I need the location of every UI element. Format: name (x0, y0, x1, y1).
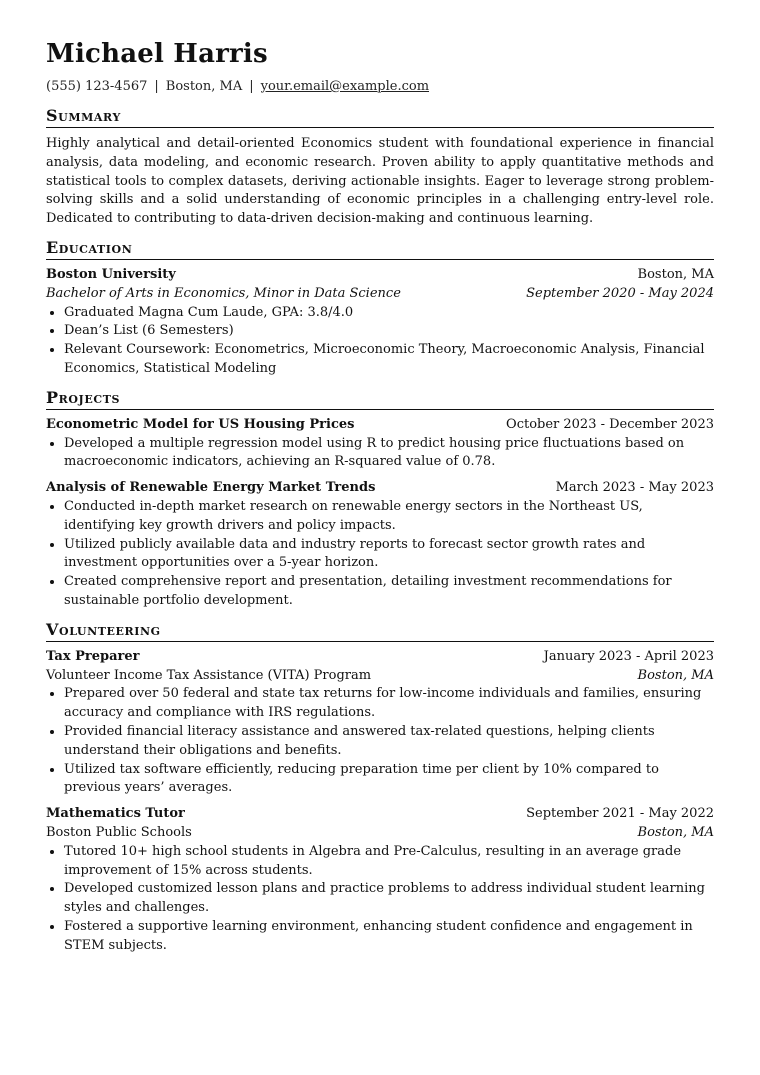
bullet-list (46, 843, 714, 956)
bullet-list (46, 685, 714, 798)
list-item: • Developed customized lesson plans and practice problems to address individual student learning styles and challenges. (64, 880, 714, 918)
bullet-list (46, 435, 714, 473)
separator: | (154, 79, 159, 94)
project-entry (46, 479, 714, 611)
section-title: Education (46, 239, 714, 260)
entry-subheader (46, 667, 714, 686)
list-item: • Dean’s List (6 Semesters) (64, 322, 714, 341)
education-entry (46, 266, 714, 379)
volunteering-section (46, 621, 714, 956)
contact-line (46, 78, 714, 96)
entry-subheader (46, 285, 714, 304)
list-item: • Utilized publicly available data and industry reports to forecast sector growth rates and investment opportunities over a 5-year horizon. (64, 536, 714, 574)
list-item: • Created comprehensive report and presentation, detailing investment recommendations for sustainable portfolio development. (64, 573, 714, 611)
separator: | (249, 79, 254, 94)
dates: October 2023 - December 2023 (506, 416, 714, 432)
entry-header (46, 479, 714, 498)
degree: Bachelor of Arts in Economics, Minor in Data Science (46, 285, 401, 301)
project-entry (46, 416, 714, 472)
role: Mathematics Tutor (46, 806, 185, 822)
candidate-name: Michael Harris (46, 39, 268, 69)
entry-header (46, 648, 714, 667)
dates: September 2020 - May 2024 (526, 285, 714, 301)
resume (46, 38, 714, 955)
school-name: Boston University (46, 266, 176, 282)
section-title: Summary (46, 107, 714, 128)
organization: Boston Public Schools (46, 824, 192, 840)
list-item: • Prepared over 50 federal and state tax returns for low-income individuals and families, ensuring accuracy and compliance with IRS regulations. (64, 685, 714, 723)
school-location: Boston, MA (637, 266, 714, 282)
list-item: • Relevant Coursework: Econometrics, Microeconomic Theory, Macroeconomic Analysis, Financial Economics, Statistical Modeling (64, 341, 714, 379)
organization: Volunteer Income Tax Assistance (VITA) Program (46, 667, 372, 683)
projects-section (46, 389, 714, 611)
role: Tax Preparer (46, 648, 140, 664)
list-item: • Graduated Magna Cum Laude, GPA: 3.8/4.0 (64, 304, 714, 323)
entry-header (46, 416, 714, 435)
list-item: • Provided financial literacy assistance and answered tax-related questions, helping clients understand their obligations and benefits. (64, 723, 714, 761)
org-location: Boston, MA (637, 667, 714, 683)
education-section (46, 239, 714, 379)
section-title: Projects (46, 389, 714, 410)
entry-header (46, 266, 714, 285)
entry-header (46, 805, 714, 824)
project-name: Analysis of Renewable Energy Market Trends (46, 480, 376, 496)
dates: September 2021 - May 2022 (526, 806, 714, 822)
summary-section (46, 107, 714, 229)
summary-text: Highly analytical and detail-oriented Economics student with foundational experience in financial analysis, data modeling, and economic research. Proven ability to apply quantitative methods and statistical tools to complex datasets, deriving actionable insights. Eager to leverage strong problem-solving skills and a solid understanding of economic principles in a challenging entry-level role. Dedicated to contributing to data-driven decision-making and continuous learning. (46, 136, 714, 227)
list-item: • Fostered a supportive learning environment, enhancing student confidence and engagement in STEM subjects. (64, 918, 714, 956)
location: Boston, MA (165, 79, 243, 94)
volunteer-entry (46, 648, 714, 798)
list-item: • Utilized tax software efficiently, reducing preparation time per client by 10% compared to previous years’ averages. (64, 761, 714, 799)
entry-subheader (46, 824, 714, 843)
section-title: Volunteering (46, 621, 714, 642)
project-name: Econometric Model for US Housing Prices (46, 416, 355, 432)
bullet-list (46, 304, 714, 379)
list-item: • Conducted in-depth market research on renewable energy sectors in the Northeast US, identifying key growth drivers and policy impacts. (64, 498, 714, 536)
dates: March 2023 - May 2023 (555, 480, 714, 496)
org-location: Boston, MA (637, 824, 714, 840)
volunteer-entry (46, 805, 714, 955)
phone: (555) 123-4567 (46, 79, 148, 94)
dates: January 2023 - April 2023 (543, 648, 714, 664)
list-item: • Tutored 10+ high school students in Algebra and Pre-Calculus, resulting in an average grade improvement of 15% across students. (64, 843, 714, 881)
list-item: • Developed a multiple regression model using R to predict housing price fluctuations based on macroeconomic indicators, achieving an R-squared value of 0.78. (64, 435, 714, 473)
email-link[interactable]: your.email@example.com (260, 79, 430, 94)
bullet-list (46, 498, 714, 611)
